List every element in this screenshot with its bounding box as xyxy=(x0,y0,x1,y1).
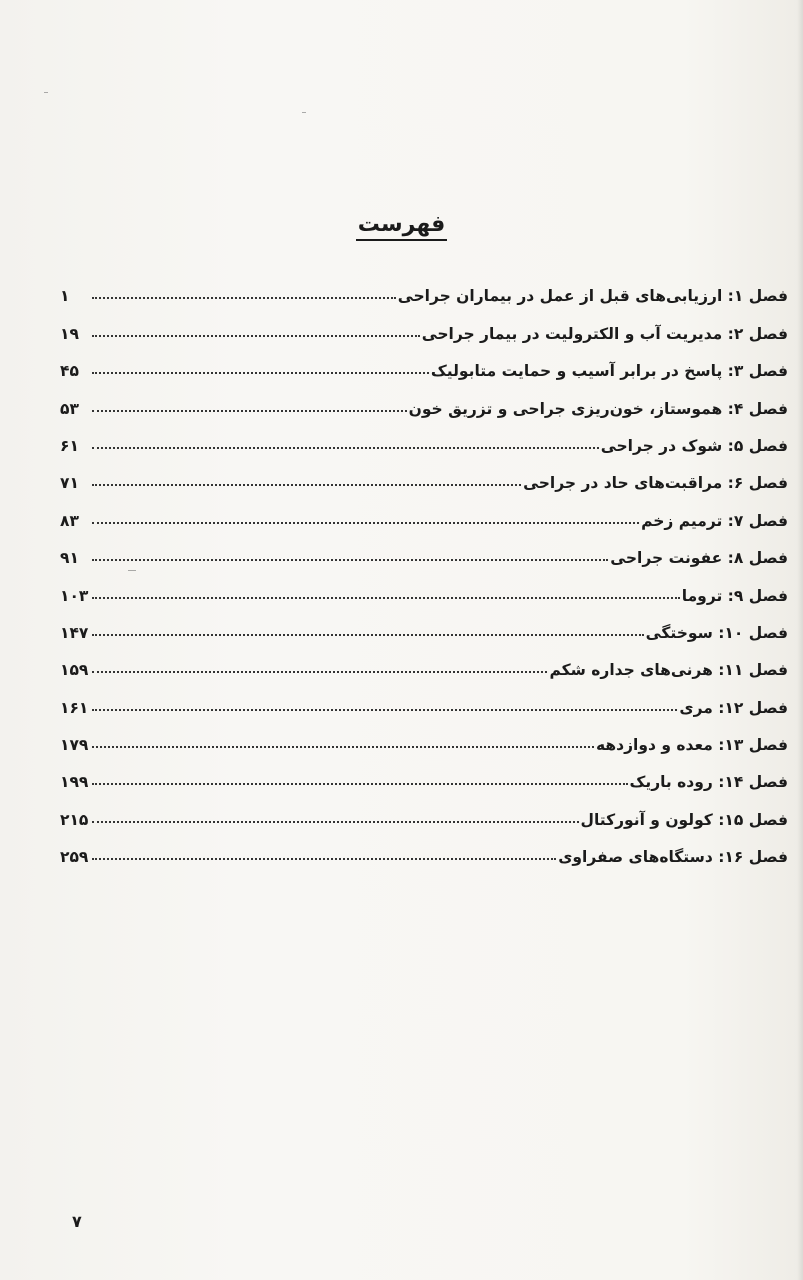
toc-entry xyxy=(60,791,788,828)
toc-entry-page: ۱۹۹ xyxy=(60,773,89,792)
toc-entry-page: ۵۳ xyxy=(60,399,79,418)
table-of-contents xyxy=(60,268,788,866)
toc-entry xyxy=(60,305,788,342)
toc-entry xyxy=(60,829,788,866)
toc-leader-dots xyxy=(92,297,396,299)
toc-entry xyxy=(60,679,788,716)
toc-entry xyxy=(60,605,788,642)
toc-entry-page: ۱۹ xyxy=(60,324,79,343)
paper-speck xyxy=(44,92,48,93)
toc-entry-page: ۱۰۳ xyxy=(60,586,89,605)
toc-leader-dots xyxy=(92,597,680,599)
toc-entry-page: ۱ xyxy=(60,287,70,306)
toc-leader-dots xyxy=(92,447,599,449)
toc-entry-page: ۱۶۱ xyxy=(60,698,89,717)
toc-entry-label: فصل ۱: ارزیابی‌های قبل از عمل در بیماران جراحی xyxy=(397,287,788,306)
toc-entry-label: فصل ۱۲: مری xyxy=(679,698,788,717)
toc-leader-dots xyxy=(92,335,420,337)
toc-entry-page: ۹۱ xyxy=(60,549,79,568)
toc-entry-label: فصل ۱۶: دستگاه‌های صفراوی xyxy=(558,848,788,867)
toc-entry-label: فصل ۴: هموستاز، خون‌ریزی جراحی و تزریق خون xyxy=(408,399,788,418)
toc-entry-page: ۲۱۵ xyxy=(60,810,89,829)
toc-entry xyxy=(60,455,788,492)
toc-leader-dots xyxy=(92,522,639,524)
toc-entry-label: فصل ۱۱: هرنی‌های جداره شکم xyxy=(549,661,788,680)
toc-leader-dots xyxy=(92,634,644,636)
toc-entry xyxy=(60,380,788,417)
toc-entry xyxy=(60,530,788,567)
toc-entry-page: ۱۴۷ xyxy=(60,623,89,642)
page-edge-shadow xyxy=(797,0,803,1280)
toc-leader-dots xyxy=(92,821,579,823)
toc-leader-dots xyxy=(92,372,429,374)
toc-entry xyxy=(60,717,788,754)
toc-leader-dots xyxy=(92,783,628,785)
toc-entry-label: فصل ۳: پاسخ در برابر آسیب و حمایت متابولیک xyxy=(430,362,788,381)
toc-entry-label: فصل ۱۳: معده و دوازدهه xyxy=(596,736,788,755)
toc-entry-label: فصل ۸: عفونت جراحی xyxy=(610,549,788,568)
toc-entry-page: ۱۷۹ xyxy=(60,736,89,755)
page-number: ۷ xyxy=(72,1212,82,1231)
toc-leader-dots xyxy=(92,410,407,412)
toc-entry-label: فصل ۲: مدیریت آب و الکترولیت در بیمار جراحی xyxy=(421,324,788,343)
toc-entry-page: ۶۱ xyxy=(60,436,79,455)
toc-entry xyxy=(60,642,788,679)
toc-entry xyxy=(60,343,788,380)
paper-speck xyxy=(302,112,306,113)
toc-leader-dots xyxy=(92,559,608,561)
toc-leader-dots xyxy=(92,484,521,486)
toc-entry xyxy=(60,268,788,305)
toc-entry-label: فصل ۱۴: روده باریک xyxy=(629,773,788,792)
toc-entry-page: ۲۵۹ xyxy=(60,848,89,867)
toc-entry-page: ۱۵۹ xyxy=(60,661,89,680)
toc-leader-dots xyxy=(92,709,677,711)
toc-leader-dots xyxy=(92,858,556,860)
toc-entry-label: فصل ۹: تروما xyxy=(681,586,788,605)
toc-entry-label: فصل ۱۵: کولون و آنورکتال xyxy=(580,810,788,829)
toc-entry xyxy=(60,754,788,791)
toc-title-text: فهرست xyxy=(356,212,448,241)
toc-entry-label: فصل ۶: مراقبت‌های حاد در جراحی xyxy=(523,474,788,493)
toc-leader-dots xyxy=(92,671,547,673)
toc-entry-label: فصل ۵: شوک در جراحی xyxy=(600,436,788,455)
toc-leader-dots xyxy=(92,746,594,748)
toc-entry-page: ۴۵ xyxy=(60,362,79,381)
toc-entry-page: ۷۱ xyxy=(60,474,79,493)
toc-entry xyxy=(60,418,788,455)
toc-entry xyxy=(60,567,788,604)
toc-entry-page: ۸۳ xyxy=(60,511,79,530)
toc-title xyxy=(0,212,803,241)
toc-entry-label: فصل ۷: ترمیم زخم xyxy=(641,511,788,530)
toc-entry xyxy=(60,492,788,529)
toc-entry-label: فصل ۱۰: سوختگی xyxy=(645,623,788,642)
